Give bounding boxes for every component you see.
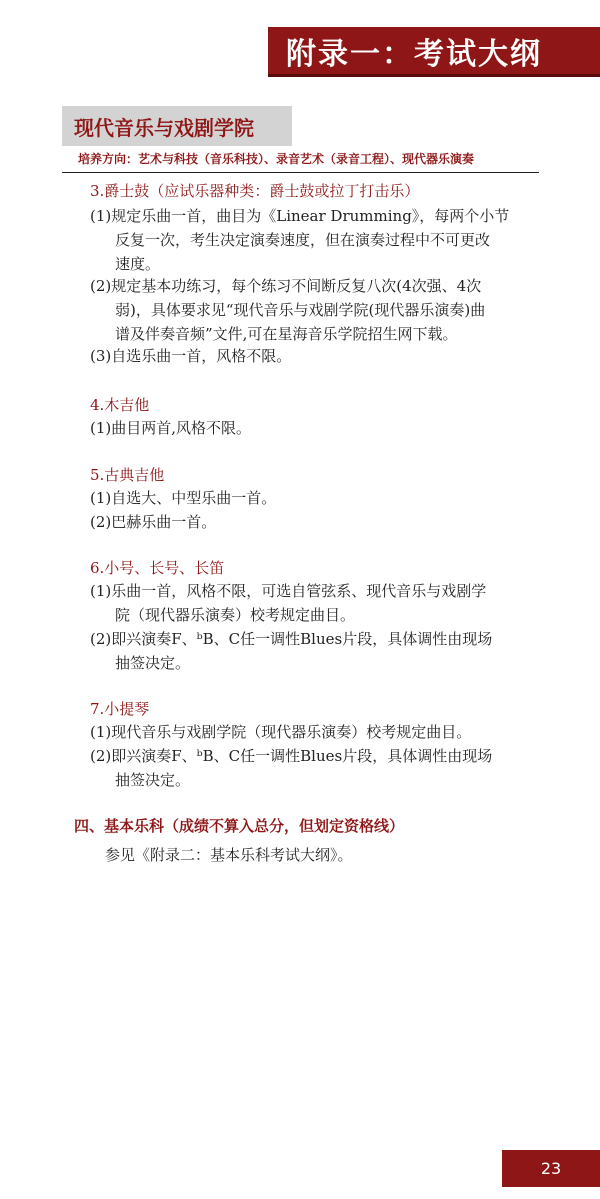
page-number: 23	[502, 1150, 600, 1187]
basic-music-section-title: 四、基本乐科（成绩不算入总分，但划定资格线）	[74, 817, 405, 835]
list-item: (1)乐曲一首，风格不限，可选自管弦系、现代音乐与戏剧学 院（现代器乐演奏）校考规定曲目。	[90, 582, 487, 624]
list-item: (1)规定乐曲一首，曲目为《Linear Drumming》，每两个小节 反复一次，考生决定演奏速度，但在演奏过程中不可更改 速度。	[90, 207, 510, 273]
appendix-banner: 附录一：考试大纲	[268, 27, 600, 77]
training-direction: 培养方向：艺术与科技（音乐科技）、录音艺术（录音工程）、现代器乐演奏	[78, 152, 475, 166]
school-name-box: 现代音乐与戏剧学院	[62, 106, 292, 146]
divider-line	[62, 172, 539, 173]
list-item: (1)现代音乐与戏剧学院（现代器乐演奏）校考规定曲目。	[90, 723, 472, 741]
section-title-classical-guitar: 5.古典吉他	[90, 466, 165, 484]
basic-music-reference: 参见《附录二：基本乐科考试大纲》。	[105, 846, 353, 864]
list-item: (2)规定基本功练习，每个练习不间断反复八次(4次强、4次 弱)，具体要求见“现代音乐与戏剧学院(现代器乐演奏)曲 谱及伴奏音频”文件,可在星海音乐学院招生网下载。	[90, 277, 486, 343]
list-item: (3)自选乐曲一首，风格不限。	[90, 347, 292, 365]
list-item: (2)即兴演奏F、ᵇB、C任一调性Blues片段，具体调性由现场 抽签决定。	[90, 630, 493, 672]
list-item: (2)即兴演奏F、ᵇB、C任一调性Blues片段，具体调性由现场 抽签决定。	[90, 747, 493, 789]
section-title-drum: 3.爵士鼓（应试乐器种类：爵士鼓或拉丁打击乐）	[90, 182, 420, 200]
section-title-violin: 7.小提琴	[90, 700, 150, 718]
section-title-brass: 6.小号、长号、长笛	[90, 559, 225, 577]
list-item: (1)自选大、中型乐曲一首。	[90, 489, 277, 507]
list-item: (2)巴赫乐曲一首。	[90, 513, 217, 531]
list-item: (1)曲目两首,风格不限。	[90, 419, 252, 437]
section-title-acoustic-guitar: 4.木吉他	[90, 396, 150, 414]
